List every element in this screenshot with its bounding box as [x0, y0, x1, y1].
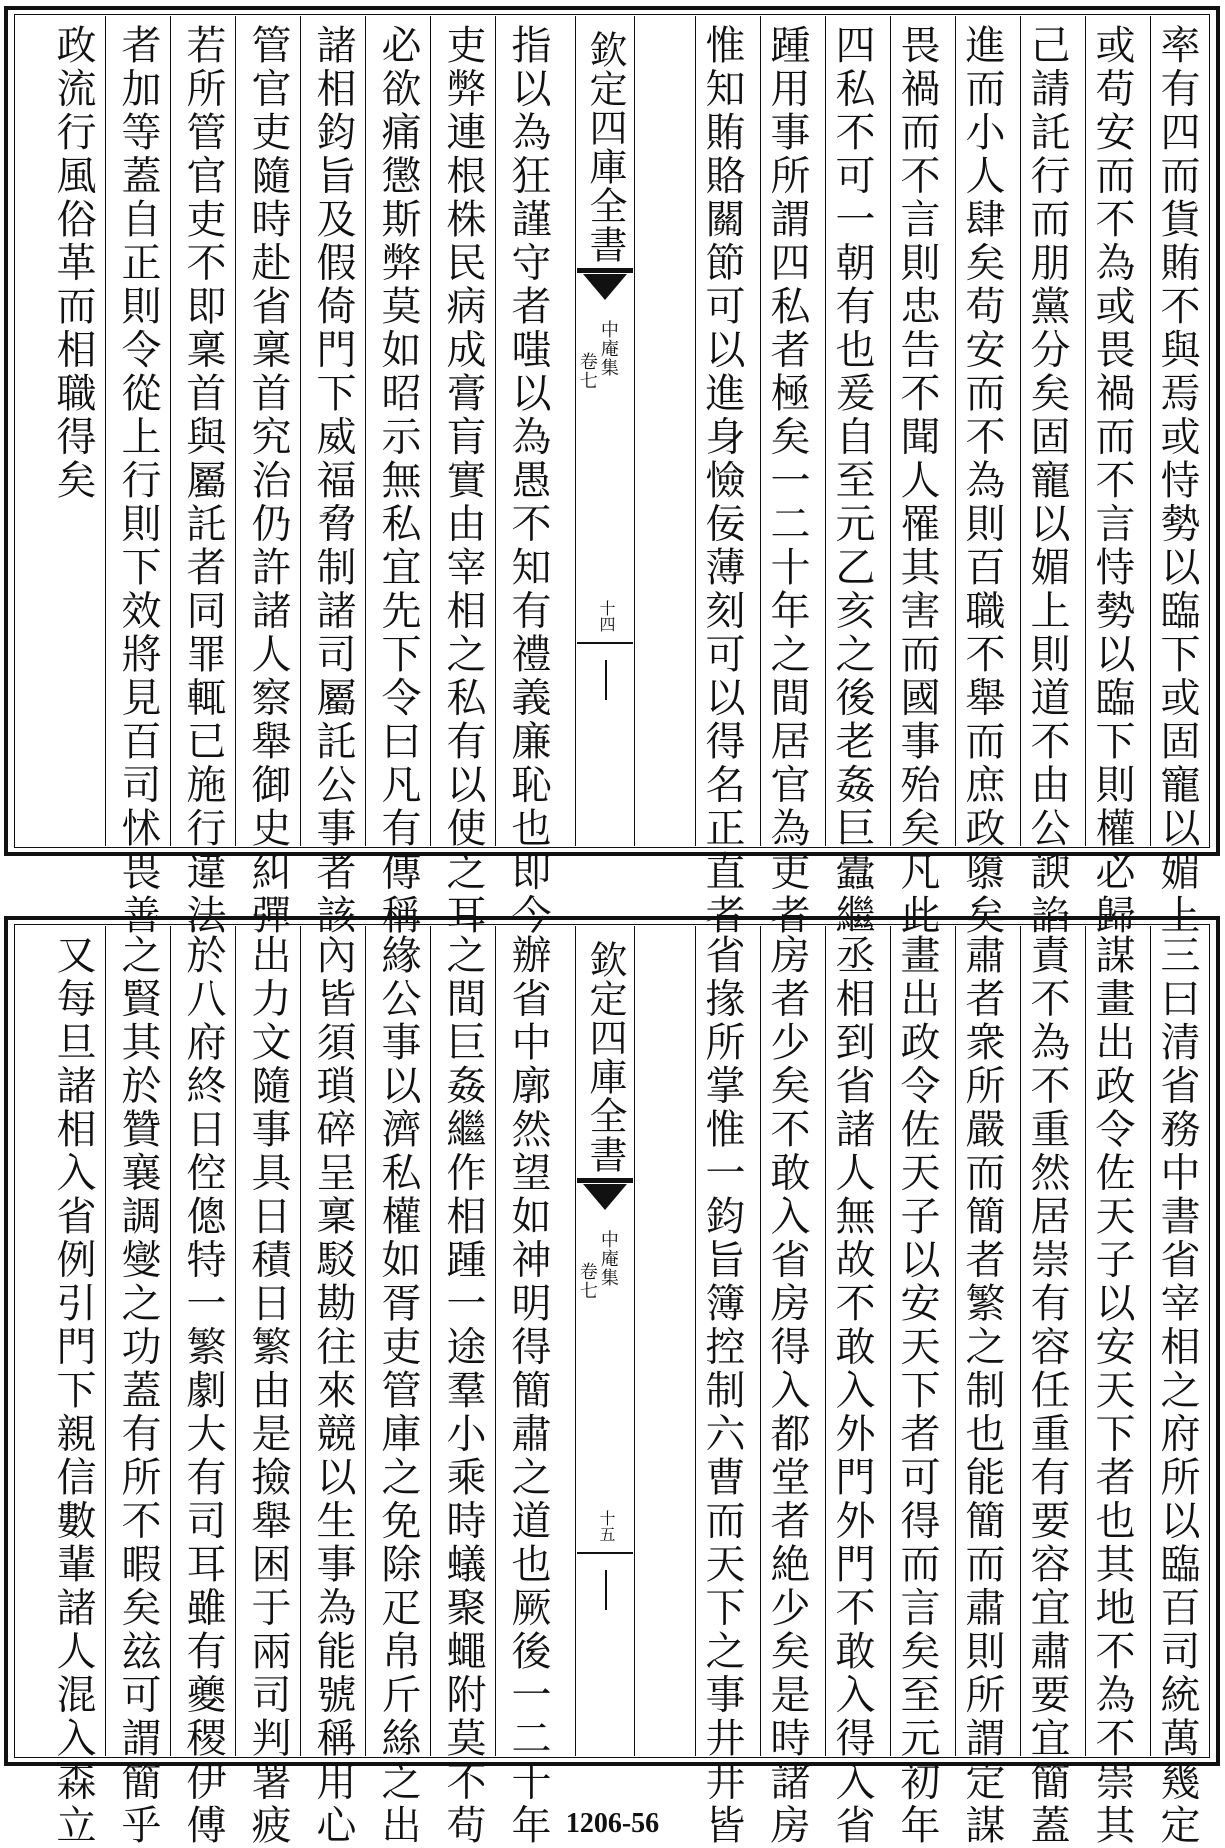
text-column: 於八府終日倥傯特一繁劇大有司耳雖有夔稷伊傅	[180, 934, 226, 1848]
text-column: 諸相鈞旨及假倚門下威福脅制諸司屬託公事者該	[310, 24, 356, 938]
text-column: 率有四而貨賄不與焉或恃勢以臨下或固寵以媚上	[1154, 24, 1200, 938]
text-column: 內皆須瑣碎呈稟駁勘往來競以生事為能號稱用心	[310, 934, 356, 1848]
text-column: 己請託行而朋黨分矣固寵以媚上則道不由公諛諂	[1024, 24, 1070, 938]
text-column: 吏弊連根株民病成膏肓實由宰相之私有以使之耳	[440, 24, 486, 938]
text-column: 若所管官吏不即稟首與屬託者同罪輒已施行違法	[180, 24, 226, 938]
text-column: 肅者衆所嚴而簡者繁之制也能簡而肅則所謂定謀	[959, 934, 1005, 1848]
text-column: 四私不可一朝有也爰自至元乙亥之後老姦巨蠹繼	[829, 24, 875, 938]
text-column: 之賢其於贊襄調燮之功蓋有所不暇矣玆可謂簡乎	[115, 934, 161, 1848]
text-column: 或苟安而不為或畏禍而不言恃勢以臨下則權必歸	[1089, 24, 1135, 938]
text-column: 進而小人肆矣苟安而不為則百職不舉而庶政隳矣	[959, 24, 1005, 938]
text-column: 出力文隨事具日積日繁由是撿舉困于兩司判署疲	[245, 934, 291, 1848]
text-column: 丞相到省諸人無故不敢入外門外門不敢入得入省	[829, 934, 875, 1848]
text-column: 畫出政令佐天子以安天下者可得而言矣至元初年	[894, 934, 940, 1848]
text-column: 政流行風俗革而相職得矣	[50, 24, 96, 503]
page-code: 1206-56	[565, 1808, 660, 1839]
text-column: 指以為狂謹守者嗤以為愚不知有禮義廉恥也即今	[505, 24, 551, 938]
text-column: 畏禍而不言則忠告不聞人罹其害而國事殆矣凡此	[894, 24, 940, 938]
text-column: 房者少矣不敢入省房得入都堂者絶少矣是時諸房	[764, 934, 810, 1848]
strip-volume: 卷七	[576, 352, 598, 390]
strip-volume: 卷七	[576, 1262, 598, 1300]
strip-page-number: 十四	[597, 600, 616, 632]
strip-title: 欽定四庫全書	[583, 940, 627, 1174]
text-column: 緣公事以濟私權如胥吏管庫之免除疋帛斤絲之出	[375, 934, 421, 1848]
text-column: 管官吏隨時赴省稟首究治仍許諸人察舉御史糾彈	[245, 24, 291, 938]
text-column: 辦省中廓然望如神明得簡肅之道也厥後一二十年	[505, 934, 551, 1848]
strip-title: 欽定四庫全書	[583, 30, 627, 264]
text-column: 之間巨姦繼作相踵一途羣小乘時蟻聚蠅附莫不苟	[440, 934, 486, 1848]
text-column: 又每旦諸相入省例引門下親信數輩諸人混入森立	[50, 934, 96, 1848]
text-column: 者加等蓋自正則令從上行則下效將見百司怵畏善	[115, 24, 161, 938]
strip-page-number: 十五	[597, 1510, 616, 1542]
text-column: 責不為不重然居崇有容任重有要容宜肅要宜簡蓋	[1024, 934, 1070, 1848]
fishtail-mark	[583, 274, 627, 300]
fishtail-mark	[583, 1184, 627, 1210]
text-column: 惟知賄賂關節可以進身憸佞薄刻可以得名正直者	[699, 24, 745, 938]
text-column: 謀畫出政令佐天子以安天下者也其地不為不崇其	[1089, 934, 1135, 1848]
strip-book-title: 中庵集	[597, 1230, 619, 1287]
text-column: 三曰清省務中書省宰相之府所以臨百司統萬幾定	[1154, 934, 1200, 1848]
text-column: 省掾所掌惟一鈞旨簿控制六曹而天下之事井井皆	[699, 934, 745, 1848]
strip-book-title: 中庵集	[597, 320, 619, 377]
text-column: 踵用事所謂四私者極矣一二十年之間居官為吏者	[764, 24, 810, 938]
text-column: 必欲痛懲斯弊莫如昭示無私宜先下令曰凡有傳稱	[375, 24, 421, 938]
